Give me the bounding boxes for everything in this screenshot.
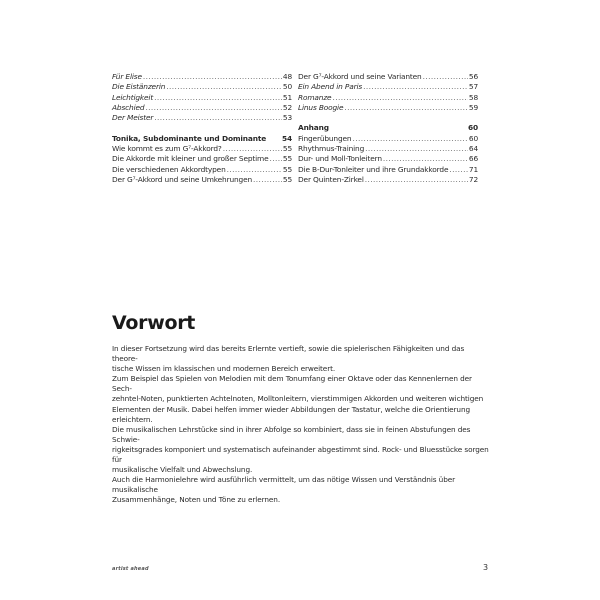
toc-entry bbox=[112, 144, 292, 154]
toc-entry bbox=[112, 165, 292, 175]
toc-entry-title: Fingerübungen bbox=[298, 133, 352, 143]
toc-spacer bbox=[112, 123, 292, 133]
toc-entry-page: 48 bbox=[282, 72, 292, 81]
toc-entry-title: Für Elise bbox=[112, 72, 142, 81]
toc-entry bbox=[112, 82, 292, 92]
toc-entry-title: Die B-Dur-Tonleiter und ihre Grundakkorde bbox=[298, 164, 449, 174]
preface-line: In dieser Fortsetzung wird das bereits Erlernte vertieft, sowie die spielerischen Fähigkeiten und das theore- bbox=[112, 344, 465, 364]
preface-line: Die musikalischen Lehrstücke sind in ihrer Abfolge so kombiniert, dass sie in feinen Abstufungen des Schwie- bbox=[112, 424, 471, 444]
toc-entry-page: 53 bbox=[282, 113, 292, 123]
toc-entry-title: Leichtigkeit bbox=[112, 92, 154, 102]
toc-entry-title: Anhang bbox=[298, 123, 329, 133]
preface-line: musikalische Vielfalt und Abwechslung. bbox=[112, 465, 253, 475]
toc-entry-title: Die Akkorde mit kleiner und großer Septime bbox=[112, 154, 269, 164]
toc-entry-page: 51 bbox=[282, 92, 292, 102]
toc-entry-page: 56 bbox=[468, 72, 478, 81]
preface-line: zehntel-Noten, punktierten Achtelnoten, Molltonleitern, vierstimmigen Akkorden und weiteren wichtigen bbox=[112, 394, 484, 404]
toc-entry bbox=[112, 113, 292, 123]
toc-leader-dots bbox=[143, 72, 282, 82]
toc-entry-title: Ein Abend in Paris bbox=[298, 82, 363, 92]
preface-line: Zum Beispiel das Spielen von Melodien mit dem Tonumfang einer Oktave oder das Kennenlernen der Sech- bbox=[112, 374, 472, 394]
toc-section-heading bbox=[298, 123, 478, 133]
toc-leader-dots bbox=[365, 175, 468, 185]
toc-leader-dots bbox=[154, 113, 282, 123]
toc-leader-dots bbox=[253, 175, 282, 185]
toc-entry-page: 72 bbox=[468, 174, 478, 184]
toc-entry bbox=[112, 103, 292, 113]
toc-leader-dots bbox=[363, 82, 468, 92]
toc-entry-title: Der G⁷-Akkord und seine Varianten bbox=[298, 72, 422, 81]
toc-entry bbox=[298, 165, 478, 175]
toc-entry-title: Rhythmus-Training bbox=[298, 144, 365, 154]
toc-leader-dots bbox=[352, 134, 467, 144]
toc-entry bbox=[298, 72, 478, 82]
toc-entry-title: Tonika, Subdominante und Dominante bbox=[112, 133, 267, 143]
page-number: 3 bbox=[483, 563, 489, 572]
toc-entry bbox=[298, 134, 478, 144]
preface-line: Auch die Harmonielehre wird ausführlich vermittelt, um das nötige Wissen und Verständnis über musikalische bbox=[112, 475, 456, 495]
toc-leader-dots bbox=[423, 72, 468, 82]
toc-leader-dots bbox=[365, 144, 468, 154]
toc-leader-dots bbox=[332, 93, 467, 103]
toc-leader-dots bbox=[166, 82, 282, 92]
toc-entry-page: 71 bbox=[468, 164, 478, 174]
toc-entry-title: Die verschiedenen Akkordtypen bbox=[112, 164, 226, 174]
toc-entry-page: 60 bbox=[468, 123, 478, 133]
preface-line: Elementen der Musik. Dabei helfen immer wieder Abbildungen der Tastatur, welche die Orientierung erleichtern. bbox=[112, 404, 470, 424]
toc-entry-page: 54 bbox=[282, 133, 292, 143]
toc-entry bbox=[298, 93, 478, 103]
preface-line: Zusammenhänge, Noten und Töne zu erlernen. bbox=[112, 495, 281, 505]
toc-entry-page: 52 bbox=[282, 102, 292, 112]
toc-entry-page: 55 bbox=[282, 144, 292, 154]
toc-entry bbox=[298, 103, 478, 113]
toc-entry bbox=[112, 154, 292, 164]
toc-entry-page: 50 bbox=[282, 82, 292, 92]
toc-leader-dots bbox=[223, 144, 282, 154]
toc-leader-dots bbox=[383, 154, 468, 164]
toc-right-column bbox=[298, 72, 478, 185]
toc-entry-page: 59 bbox=[468, 102, 478, 112]
toc-entry-title: Dur- und Moll-Tonleitern bbox=[298, 154, 382, 164]
toc-entry-page: 66 bbox=[468, 154, 478, 164]
toc-leader-dots bbox=[269, 154, 281, 164]
toc-entry-page: 55 bbox=[282, 154, 292, 164]
toc-entry bbox=[112, 175, 292, 185]
toc-entry-page: 60 bbox=[468, 133, 478, 143]
publisher-logo: artist ahead bbox=[112, 566, 149, 572]
toc-leader-dots bbox=[154, 93, 282, 103]
toc-entry-page: 58 bbox=[468, 92, 478, 102]
toc-entry-page: 64 bbox=[468, 144, 478, 154]
toc-leader-dots bbox=[449, 165, 468, 175]
toc-left-column bbox=[112, 72, 292, 185]
preface-body bbox=[112, 344, 492, 506]
toc-entry-page: 57 bbox=[468, 82, 478, 92]
toc-entry bbox=[298, 144, 478, 154]
toc-entry-title: Die Eistänzerin bbox=[112, 82, 166, 92]
toc-entry-title: Abschied bbox=[112, 102, 145, 112]
toc-entry-page: 55 bbox=[282, 174, 292, 184]
toc-entry bbox=[298, 175, 478, 185]
toc-entry bbox=[298, 154, 478, 164]
toc-entry-title: Wie kommt es zum G⁷-Akkord? bbox=[112, 144, 222, 154]
toc-leader-dots bbox=[344, 103, 468, 113]
preface-line: tische Wissen im klassischen und modernen Bereich erweitert. bbox=[112, 364, 336, 374]
toc-entry bbox=[298, 82, 478, 92]
preface-line: rigkeitsgrades komponiert und systematisch aufeinander abgestimmt sind. Rock- und Bluesstücke sorgen für bbox=[112, 444, 489, 465]
preface-title: Vorwort bbox=[112, 312, 196, 334]
toc-entry-title: Linus Boogie bbox=[298, 102, 344, 112]
toc-leader-dots bbox=[227, 165, 282, 175]
toc-entry-title: Der Meister bbox=[112, 113, 154, 123]
toc-spacer bbox=[298, 113, 478, 123]
toc-entry-page: 55 bbox=[282, 164, 292, 174]
toc-entry bbox=[112, 93, 292, 103]
toc-leader-dots bbox=[145, 103, 281, 113]
toc-entry-title: Der G⁷-Akkord und seine Umkehrungen bbox=[112, 174, 253, 184]
toc-section-heading bbox=[112, 134, 292, 144]
toc-entry-title: Romanze bbox=[298, 92, 332, 102]
toc-entry-title: Der Quinten-Zirkel bbox=[298, 174, 364, 184]
toc-entry bbox=[112, 72, 292, 82]
